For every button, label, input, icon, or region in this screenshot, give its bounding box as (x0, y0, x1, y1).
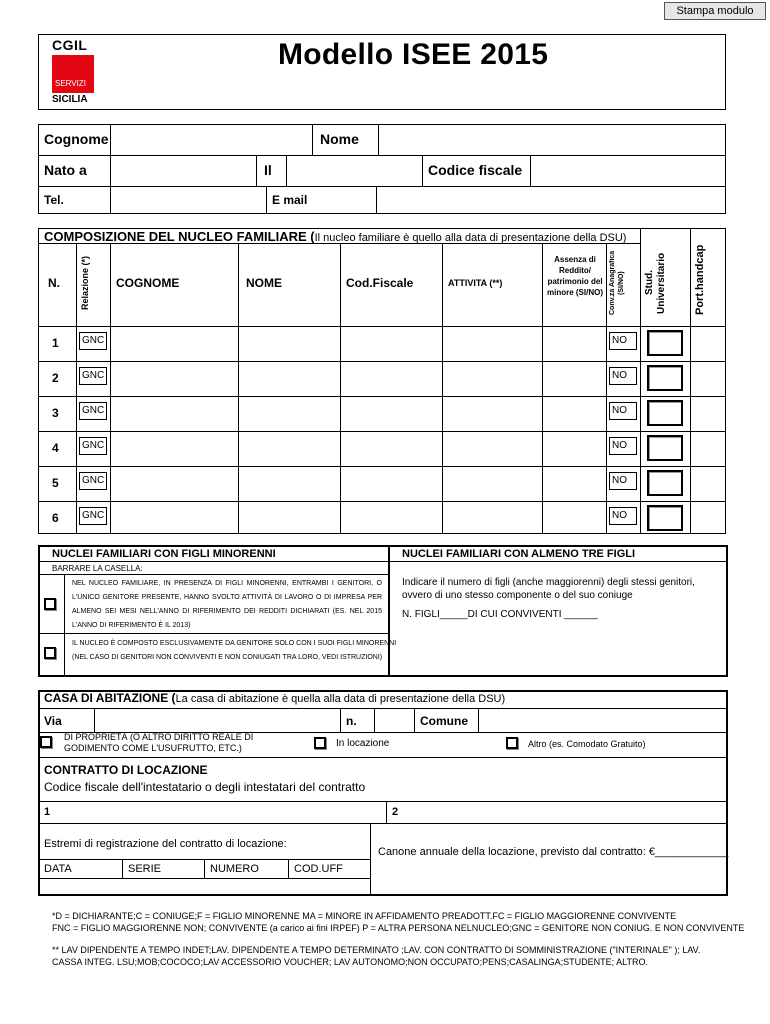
tel-label: Tel. (44, 193, 64, 207)
comune-field[interactable] (480, 710, 726, 730)
assenza-cell[interactable] (544, 328, 604, 358)
codice-fiscale-label: Codice fiscale (428, 162, 523, 178)
nome-cell[interactable] (240, 398, 338, 428)
altro-text: Altro (es. Comodato Gratuito) (528, 739, 646, 749)
casa-title: CASA DI ABITAZIONE (La casa di abitazione è quella alla data di presentazione della DSU) (44, 691, 506, 705)
assenza-cell[interactable] (544, 363, 604, 393)
via-label: Via (44, 714, 62, 728)
attivita-cell[interactable] (444, 433, 540, 463)
port-cell[interactable] (692, 363, 724, 393)
row-number: 3 (52, 406, 59, 420)
nome-label: Nome (320, 131, 359, 147)
relazione-select[interactable]: GNC (79, 507, 107, 525)
stud-checkbox[interactable] (647, 470, 683, 496)
port-cell[interactable] (692, 328, 724, 358)
cognome-cell[interactable] (112, 433, 236, 463)
assenza-cell[interactable] (544, 398, 604, 428)
numero-label: NUMERO (210, 863, 259, 875)
nuclei-minorenni-title: NUCLEI FAMILIARI CON FIGLI MINORENNI (52, 548, 276, 560)
nato-a-label: Nato a (44, 162, 87, 178)
civico-label: n. (346, 714, 357, 728)
proprieta-checkbox[interactable] (40, 736, 52, 748)
data-nascita-field[interactable] (288, 157, 420, 184)
serie-label: SERIE (128, 863, 162, 875)
port-cell[interactable] (692, 398, 724, 428)
col-conv: Conv.za Anagrafica (SI/NO) (609, 250, 625, 316)
intestatario-2-field[interactable] (406, 803, 726, 821)
stud-checkbox[interactable] (647, 400, 683, 426)
conv-select[interactable]: NO (609, 437, 637, 455)
col-assenza: Assenza di Reddito/ patrimonio del minore (SI/NO) (546, 255, 603, 297)
stud-checkbox[interactable] (647, 505, 683, 531)
cognome-cell[interactable] (112, 503, 236, 533)
nato-a-field[interactable] (112, 157, 254, 184)
tre-figli-count[interactable]: N. FIGLI_____DI CUI CONVIVENTI ______ (402, 609, 598, 620)
nucleo-title: COMPOSIZIONE DEL NUCLEO FAMILIARE (Il nucleo familiare è quello alla data di presentazione della DSU) (44, 229, 627, 244)
col-port: Port.handcap (694, 244, 706, 316)
intestatario-2-label: 2 (392, 806, 399, 818)
col-n: N. (48, 276, 60, 290)
cognome-field[interactable] (112, 126, 310, 153)
stud-checkbox[interactable] (647, 365, 683, 391)
conv-select[interactable]: NO (609, 472, 637, 490)
logo-red-block: SERVIZI (52, 55, 94, 93)
nome-cell[interactable] (240, 468, 338, 498)
page-title: Modello ISEE 2015 (278, 38, 549, 71)
cognome-cell[interactable] (112, 363, 236, 393)
stud-checkbox[interactable] (647, 330, 683, 356)
proprieta-text: DI PROPRIETÀ (O ALTRO DIRITTO REALE DI GODIMENTO COME L'USUFRUTTO, ETC.) (64, 732, 254, 753)
relazione-select[interactable]: GNC (79, 437, 107, 455)
nuclei-tre-figli-title: NUCLEI FAMILIARI CON ALMENO TRE FIGLI (402, 548, 636, 560)
cognome-label: Cognome (44, 131, 109, 147)
row-number: 2 (52, 371, 59, 385)
comune-label: Comune (420, 714, 468, 728)
conv-select[interactable]: NO (609, 332, 637, 350)
canone-label[interactable]: Canone annuale della locazione, previsto dal contratto: €____________ (378, 846, 729, 858)
nucleo-lavoro-text: NEL NUCLEO FAMILIARE, IN PRESENZA DI FIGLI MINORENNI, ENTRAMBI I GENITORI, O L'UNICO GENITORE PRESENTE, HANNO SVOLTO ATTIVITÀ DI LAVORO O DI IMPRESA PER ALMENO SEI MESI NELL'ANNO DI RIFERIMENTO DEI REDDITI DICHIARATI (ES. NEL 2015 L'ANNO DI RIFERIMENTO È IL 2013) (72, 580, 382, 629)
codice-fiscale-field[interactable] (532, 157, 724, 184)
tre-figli-text: Indicare il numero di figli (anche maggiorenni) degli stessi genitori, ovvero di uno stesso componente o del suo coniuge (402, 577, 695, 601)
nome-field[interactable] (380, 126, 724, 153)
cod-fiscale-cell[interactable] (342, 363, 440, 393)
col-relazione: Relazione (*) (80, 256, 90, 311)
nome-cell[interactable] (240, 363, 338, 393)
email-label: E mail (272, 193, 308, 207)
cod-fiscale-cell[interactable] (342, 433, 440, 463)
nome-cell[interactable] (240, 503, 338, 533)
cognome-cell[interactable] (112, 328, 236, 358)
barrare-label: BARRARE LA CASELLA: (52, 564, 143, 573)
nome-cell[interactable] (240, 433, 338, 463)
col-cod-fiscale: Cod.Fiscale (346, 276, 414, 290)
nucleo-lavoro-checkbox[interactable] (44, 598, 56, 610)
col-stud: Stud. Universitario (644, 252, 667, 314)
via-field[interactable] (96, 710, 338, 730)
intestatario-1-label: 1 (44, 806, 51, 818)
nome-cell[interactable] (240, 328, 338, 358)
genitore-solo-checkbox[interactable] (44, 647, 56, 659)
intestatario-1-field[interactable] (60, 803, 384, 821)
port-cell[interactable] (692, 433, 724, 463)
genitore-solo-text: IL NUCLEO È COMPOSTO ESCLUSIVAMENTE DA GENITORE SOLO CON I SUOI FIGLI MINORENNI (NEL CASO DI GENITORI NON CONVIVENTI E NON CONIUGATI TRA LORO, VEDI ISTRUZIONI) (72, 640, 397, 661)
altro-checkbox[interactable] (506, 737, 518, 749)
contratto-title: CONTRATTO DI LOCAZIONE (44, 763, 208, 777)
tel-field[interactable] (112, 188, 264, 212)
il-label: Il (264, 162, 272, 178)
locazione-checkbox[interactable] (314, 737, 326, 749)
row-number: 5 (52, 476, 59, 490)
cognome-cell[interactable] (112, 398, 236, 428)
data-label: DATA (44, 863, 72, 875)
attivita-cell[interactable] (444, 363, 540, 393)
print-button[interactable]: Stampa modulo (664, 2, 766, 20)
cod-fiscale-cell[interactable] (342, 328, 440, 358)
row-number: 4 (52, 441, 59, 455)
attivita-cell[interactable] (444, 503, 540, 533)
assenza-cell[interactable] (544, 433, 604, 463)
cognome-cell[interactable] (112, 468, 236, 498)
stud-checkbox[interactable] (647, 435, 683, 461)
civico-field[interactable] (376, 710, 412, 730)
assenza-cell[interactable] (544, 503, 604, 533)
relazione-select[interactable]: GNC (79, 472, 107, 490)
attivita-cell[interactable] (444, 328, 540, 358)
port-cell[interactable] (692, 503, 724, 533)
col-cognome: COGNOME (116, 276, 180, 290)
col-nome: NOME (246, 276, 282, 290)
attivita-cell[interactable] (444, 468, 540, 498)
locazione-text: In locazione (336, 738, 390, 749)
cod-fiscale-cell[interactable] (342, 398, 440, 428)
assenza-cell[interactable] (544, 468, 604, 498)
legend-notes: *D = DICHIARANTE;C = CONIUGE;F = FIGLIO MINORENNE MA = MINORE IN AFFIDAMENTO PREADOTT.FC = FIGLIO MAGGIORENNE CONVIVENTE FNC = FIGLIO MAGGIORENNE NON; CONVIVENTE (a carico ai fini IRPEF) P = ALTRA PERSONA NELNUCLEO;GNC = GENITORE NON CONIUG. E NON CONVIVENTE ** LAV DIPENDENTE A TEMPO INDET;LAV. DIPENDENTE A TEMPO DETERMINATO ;LAV. CON CONTRATTO DI SOMMINISTRAZIONE ("INTERINALE" ); LAV. CASSA INTEG. LSU;MOB;COCOCO;LAV ACCESSORIO VOUCHER; LAV AUTONOMO;NON OCCUPATO;PENS;CASALINGA;STUDENTE; ALTRO. (52, 911, 745, 967)
cod-fiscale-cell[interactable] (342, 503, 440, 533)
relazione-select[interactable]: GNC (79, 367, 107, 385)
relazione-select[interactable]: GNC (79, 332, 107, 350)
row-number: 6 (52, 511, 59, 525)
conv-select[interactable]: NO (609, 402, 637, 420)
email-field[interactable] (378, 188, 724, 212)
contratto-codice-label: Codice fiscale dell'intestatario o degli intestatari del contratto (44, 780, 366, 794)
cgil-logo: CGIL SERVIZI SICILIA (52, 37, 102, 105)
relazione-select[interactable]: GNC (79, 402, 107, 420)
conv-select[interactable]: NO (609, 367, 637, 385)
cod-fiscale-cell[interactable] (342, 468, 440, 498)
col-attivita: ATTIVITA (**) (448, 278, 503, 288)
row-number: 1 (52, 336, 59, 350)
estremi-label: Estremi di registrazione del contratto di locazione: (44, 838, 287, 850)
conv-select[interactable]: NO (609, 507, 637, 525)
port-cell[interactable] (692, 468, 724, 498)
cod-uff-label: COD.UFF (294, 863, 343, 875)
attivita-cell[interactable] (444, 398, 540, 428)
